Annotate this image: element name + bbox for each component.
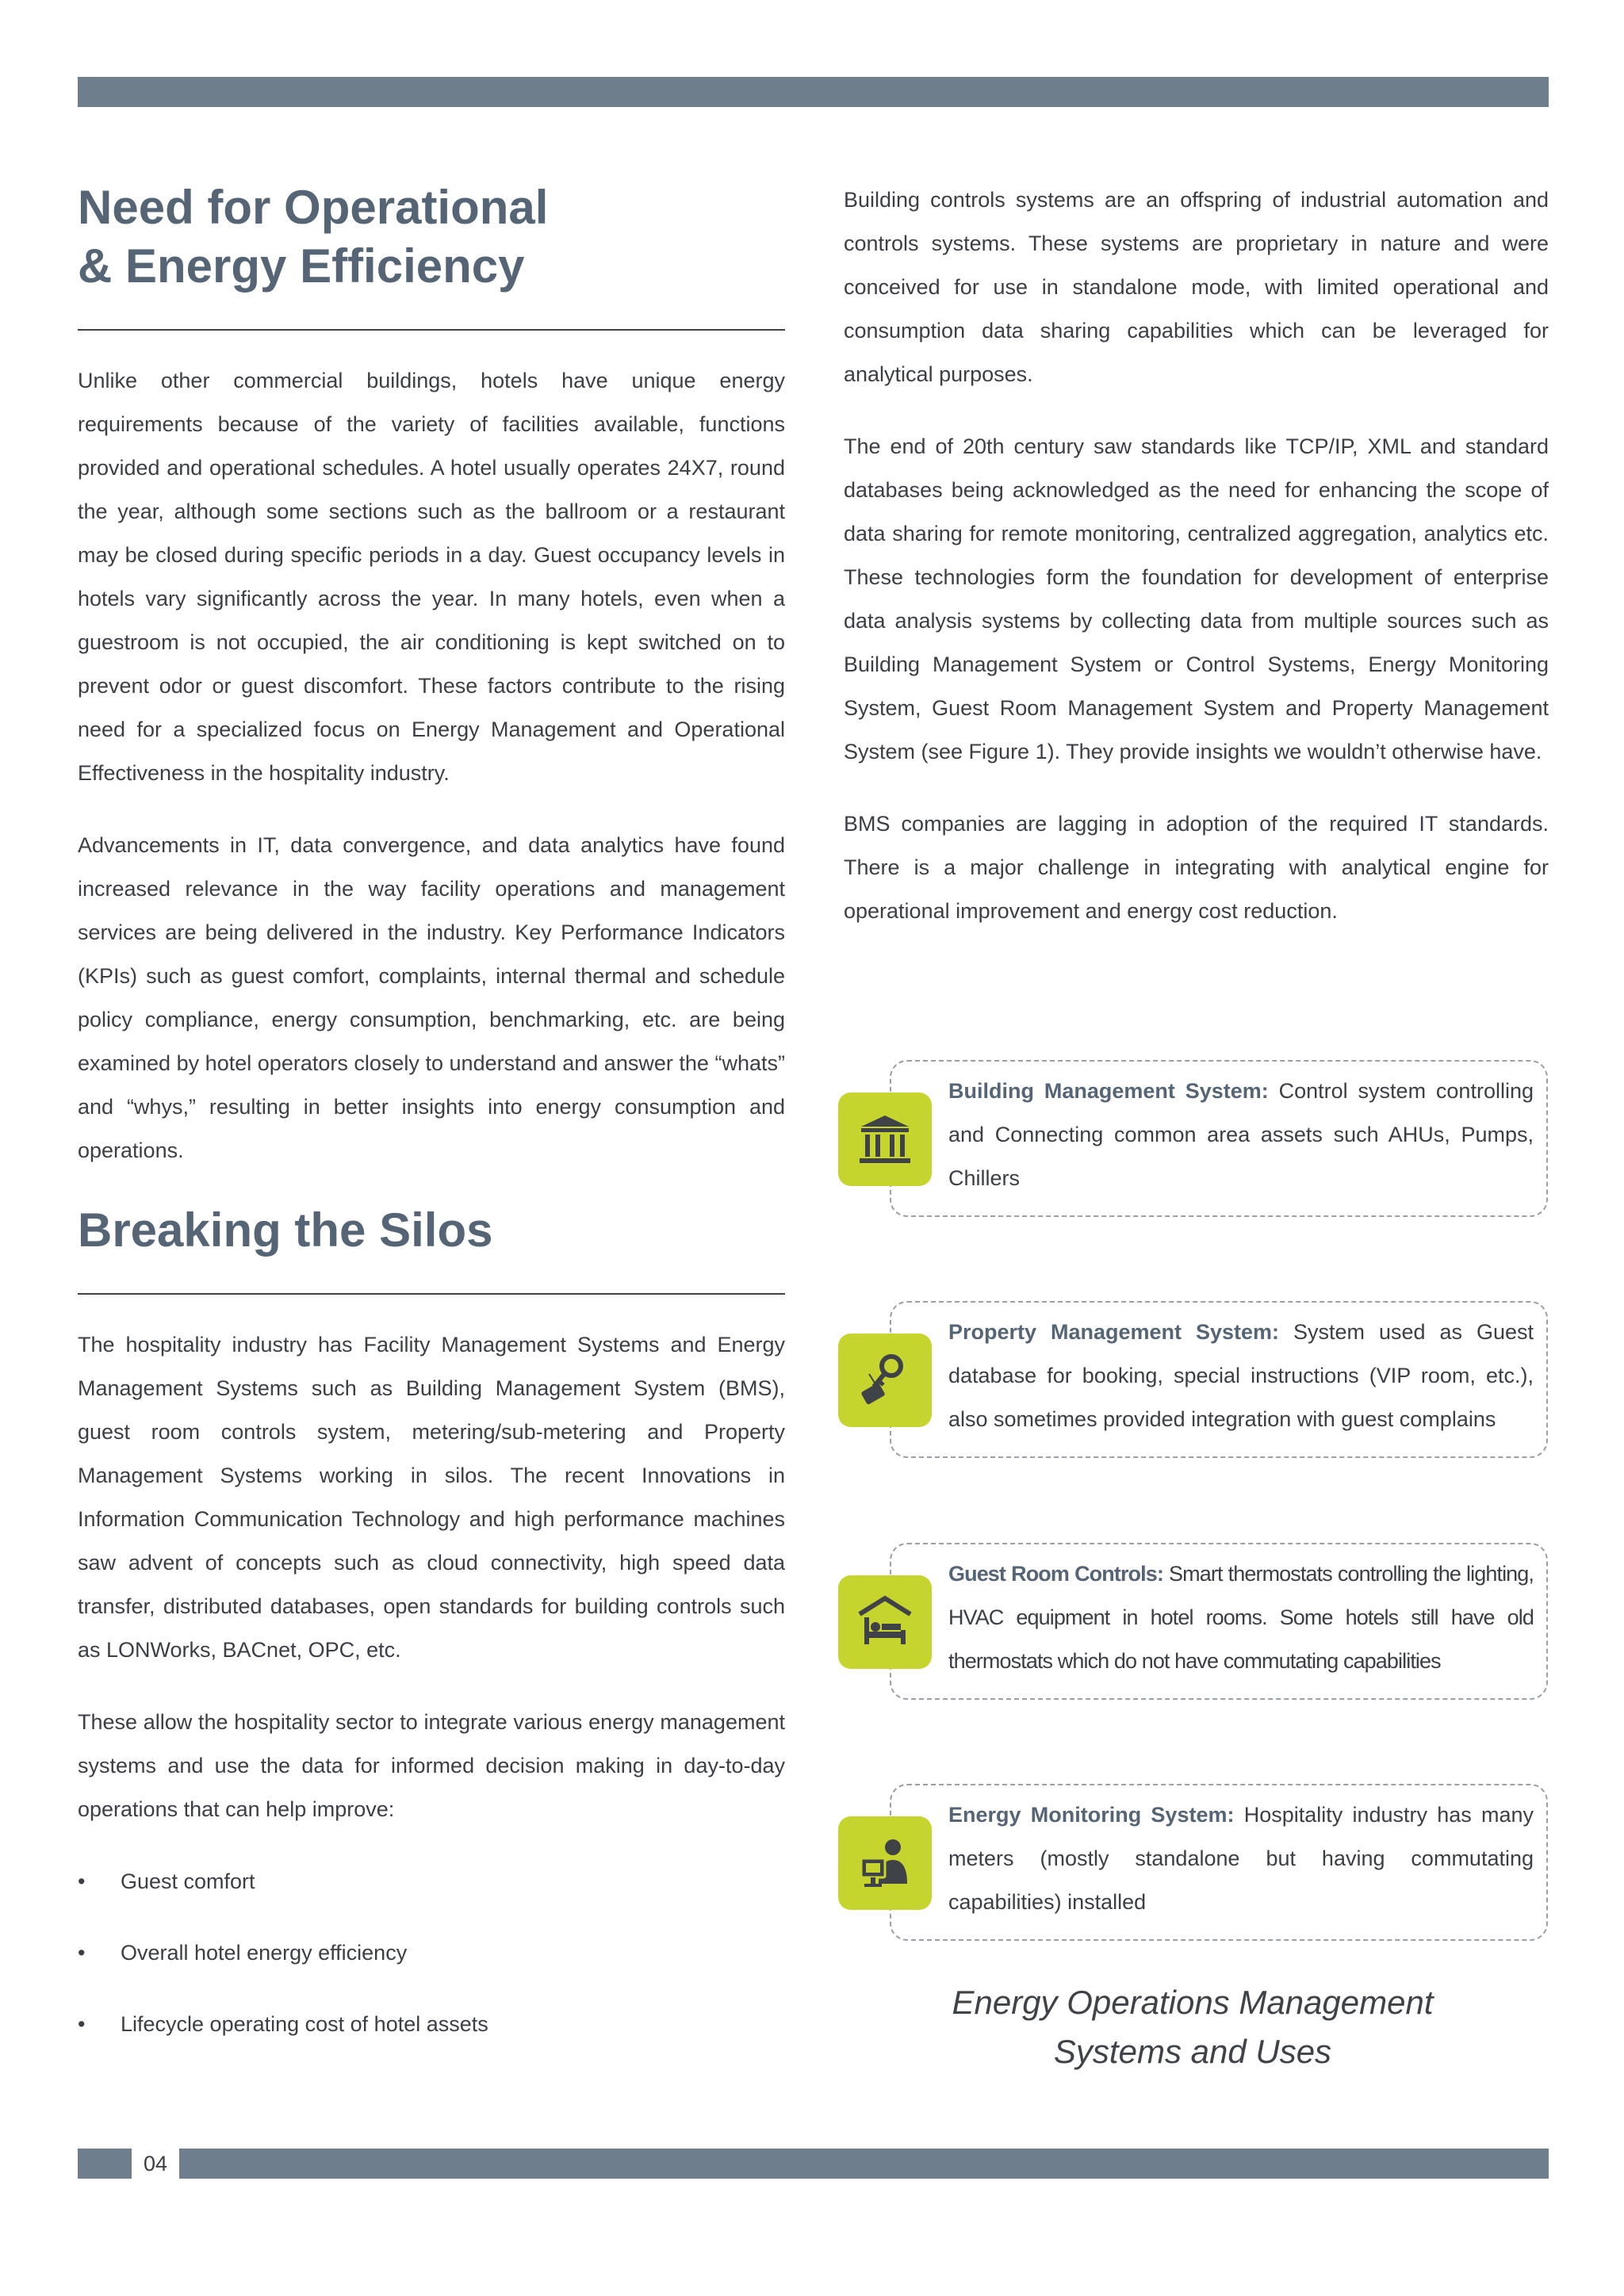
footer-bar-right xyxy=(179,2149,1549,2179)
card-text xyxy=(948,1311,1534,1441)
section-title-line-2: & Energy Efficiency xyxy=(78,239,525,293)
list-item-text: Overall hotel energy efficiency xyxy=(121,1941,408,1965)
improvement-list xyxy=(78,1860,785,2046)
card-energy-monitoring-system xyxy=(890,1784,1548,1941)
section-title-breaking-silos: Breaking the Silos xyxy=(78,1203,493,1257)
paragraph-it-advancements: Advancements in IT, data convergence, and data analytics have found increased relevance in the way facility operations and management services are being delivered in the industry. Key Performance Indicators (KPIs) such as guest comfort, complaints, internal thermal and schedule policy compliance, energy consumption, benchmarking, etc. are being examined by hotel operators closely to understand and answer the “whats” and “whys,” resulting in better insights into energy consumption and operations. xyxy=(78,833,785,1162)
card-description: Control system controlling and Connecting common area assets such AHUs, Pumps, Chillers xyxy=(948,1079,1534,1190)
section-divider xyxy=(78,329,785,331)
hotel-bed-icon xyxy=(838,1575,932,1669)
list-item-text: Lifecycle operating cost of hotel assets xyxy=(121,2012,488,2036)
section-title-line-1: Need for Operational xyxy=(78,181,549,234)
paragraph-standards: The end of 20th century saw standards like TCP/IP, XML and standard databases being acknowledged as the need for enhancing the scope of data sharing for remote monitoring, centralized aggregation, analytics etc. These technologies form the foundation for development of enterprise data analysis systems by collecting data from multiple sources such as Building Management System or Control Systems, Energy Monitoring System, Guest Room Management System and Property Management System (see Figure 1). They provide insights we wouldn’t otherwise have. xyxy=(844,434,1549,763)
list-item xyxy=(78,1931,785,1975)
card-text xyxy=(948,1552,1534,1683)
card-guest-room-controls xyxy=(890,1543,1548,1700)
card-label: Building Management System: xyxy=(948,1079,1269,1103)
card-label: Guest Room Controls: xyxy=(948,1562,1163,1586)
paragraph-hotel-energy-needs: Unlike other commercial buildings, hotels have unique energy requirements because of the variety of facilities available, functions provided and operational schedules. A hotel usually operates 24X7, round the year, although some sections such as the ballroom or a restaurant may be closed during specific periods in a day. Guest occupancy levels in hotels vary significantly across the year. In many hotels, even when a guestroom is not occupied, the air conditioning is kept switched on to prevent odor or guest discomfort. These factors contribute to the rising need for a specialized focus on Energy Management and Operational Effectiveness in the hospitality industry. xyxy=(78,369,785,785)
card-text xyxy=(948,1793,1534,1924)
caption-line-2: Systems and Uses xyxy=(1053,2033,1332,2070)
caption-line-1: Energy Operations Management xyxy=(952,1984,1434,2021)
card-description: Smart thermostats controlling the lighting, HVAC equipment in hotel rooms. Some hotels still have old thermostats which do not have commutating capabilities xyxy=(948,1562,1534,1673)
card-description: System used as Guest database for booking, special instructions (VIP room, etc.), also sometimes provided integration with guest complains xyxy=(948,1320,1534,1431)
list-item xyxy=(78,1860,785,1904)
bullet-icon: • xyxy=(78,2012,86,2036)
left-column xyxy=(78,178,785,2074)
footer-bar-left xyxy=(78,2149,132,2179)
list-item xyxy=(78,2003,785,2046)
header-bar xyxy=(78,77,1549,107)
bullet-icon: • xyxy=(78,1869,86,1893)
card-text xyxy=(948,1070,1534,1200)
card-label: Property Management System: xyxy=(948,1320,1280,1344)
building-icon xyxy=(838,1093,932,1186)
right-column xyxy=(844,178,1549,962)
section-divider xyxy=(78,1293,785,1295)
card-property-management-system xyxy=(890,1301,1548,1458)
figure-caption xyxy=(920,1978,1465,2076)
card-description: Hospitality industry has many meters (mostly standalone but having commutating capabilities) installed xyxy=(948,1803,1534,1914)
list-item-text: Guest comfort xyxy=(121,1869,255,1893)
paragraph-building-controls: Building controls systems are an offspring of industrial automation and controls systems. These systems are proprietary in nature and were conceived for use in standalone mode, with limited operational and consumption data sharing capabilities which can be leveraged for analytical purposes. xyxy=(844,188,1549,386)
page-number: 04 xyxy=(143,2152,168,2175)
card-building-management-system xyxy=(890,1060,1548,1217)
monitor-user-icon xyxy=(838,1816,932,1910)
paragraph-integration: These allow the hospitality sector to integrate various energy management systems and use the data for informed decision making in day-to-day operations that can help improve: xyxy=(78,1710,785,1821)
paragraph-bms-lagging: BMS companies are lagging in adoption of the required IT standards. There is a major challenge in integrating with analytical engine for operational improvement and energy cost reduction. xyxy=(844,812,1549,923)
paragraph-silos: The hospitality industry has Facility Management Systems and Energy Management Systems such as Building Management System (BMS), guest room controls system, metering/sub-metering and Property Management Systems working in silos. The recent Innovations in Information Communication Technology and high performance machines saw advent of concepts such as cloud connectivity, high speed data transfer, distributed databases, open standards for building controls such as LONWorks, BACnet, OPC, etc. xyxy=(78,1333,785,1662)
section-title-operational-efficiency xyxy=(78,178,785,296)
key-tag-icon xyxy=(838,1334,932,1427)
bullet-icon: • xyxy=(78,1941,86,1965)
card-label: Energy Monitoring System: xyxy=(948,1803,1235,1827)
